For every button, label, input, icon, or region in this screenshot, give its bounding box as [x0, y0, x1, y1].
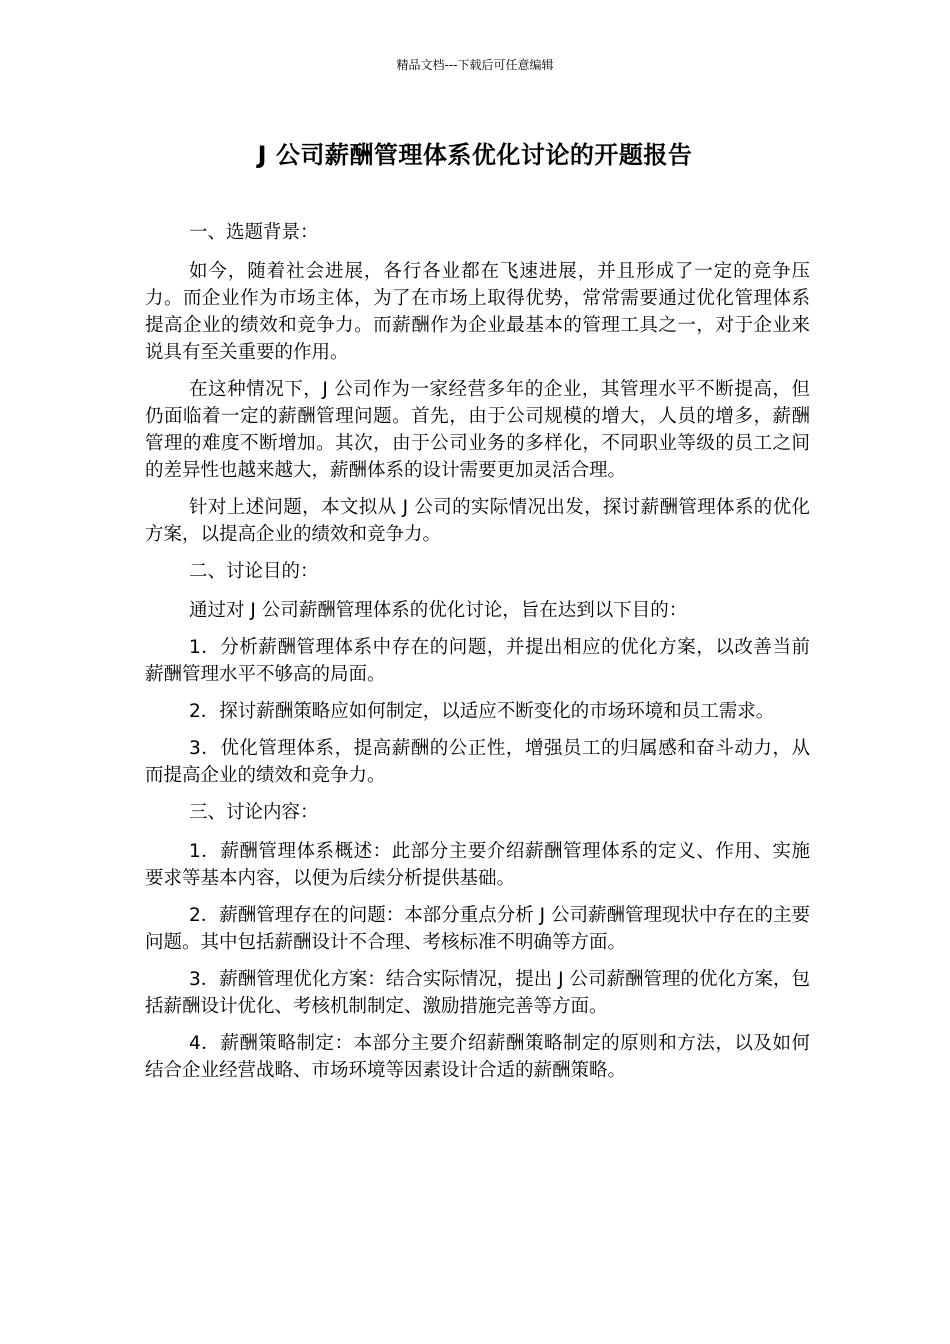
list-item-purpose-2: 2．探讨薪酬策略应如何制定，以适应不断变化的市场环境和员工需求。 — [189, 701, 775, 722]
paragraph-background-1: 如今，随着社会进展，各行各业都在飞速进展，并且形成了一定的竞争压力。而企业作为市场主体，为了在市场上取得优势，常常需要通过优化管理体系提高企业的绩效和竞争力。而薪酬作为企业最基本的管理工具之一，对于企业来说具有至关重要的作用。 — [145, 261, 810, 363]
document-title: J 公司薪酬管理体系优化讨论的开题报告 — [257, 141, 693, 169]
list-item-content-3: 3．薪酬管理优化方案：结合实际情况，提出 J 公司薪酬管理的优化方案，包括薪酬设计优化、考核机制制定、激励措施完善等方面。 — [145, 969, 810, 1017]
page-header: 精品文档---下载后可任意编辑 — [396, 58, 554, 72]
paragraph-purpose-intro: 通过对 J 公司薪酬管理体系的优化讨论，旨在达到以下目的： — [189, 600, 688, 621]
list-item-purpose-3: 3．优化管理体系，提高薪酬的公正性，增强员工的归属感和奋斗动力，从而提高企业的绩效和竞争力。 — [145, 738, 810, 786]
list-item-content-4: 4．薪酬策略制定：本部分主要介绍薪酬策略制定的原则和方法，以及如何结合企业经营战略、市场环境等因素设计合适的薪酬策略。 — [145, 1033, 810, 1081]
list-item-purpose-1: 1．分析薪酬管理体系中存在的问题，并提出相应的优化方案，以改善当前薪酬管理水平不够高的局面。 — [145, 637, 810, 685]
section-heading-background: 一、选题背景： — [189, 222, 319, 243]
section-heading-content: 三、讨论内容： — [189, 802, 319, 823]
paragraph-background-2: 在这种情况下，J 公司作为一家经营多年的企业，其管理水平不断提高，但仍面临着一定的薪酬管理问题。首先，由于公司规模的增大，人员的增多，薪酬管理的难度不断增加。其次，由于公司业务的多样化，不同职业等级的员工之间的差异性也越来越大，薪酬体系的设计需要更加灵活合理。 — [145, 379, 810, 481]
list-item-content-1: 1．薪酬管理体系概述：此部分主要介绍薪酬管理体系的定义、作用、实施要求等基本内容，以便为后续分析提供基础。 — [145, 841, 810, 889]
paragraph-background-3: 针对上述问题，本文拟从 J 公司的实际情况出发，探讨薪酬管理体系的优化方案，以提高企业的绩效和竞争力。 — [145, 497, 810, 545]
list-item-content-2: 2．薪酬管理存在的问题：本部分重点分析 J 公司薪酬管理现状中存在的主要问题。其中包括薪酬设计不合理、考核标准不明确等方面。 — [145, 905, 810, 953]
section-heading-purpose: 二、讨论目的： — [189, 561, 319, 582]
document-body — [145, 219, 810, 1094]
